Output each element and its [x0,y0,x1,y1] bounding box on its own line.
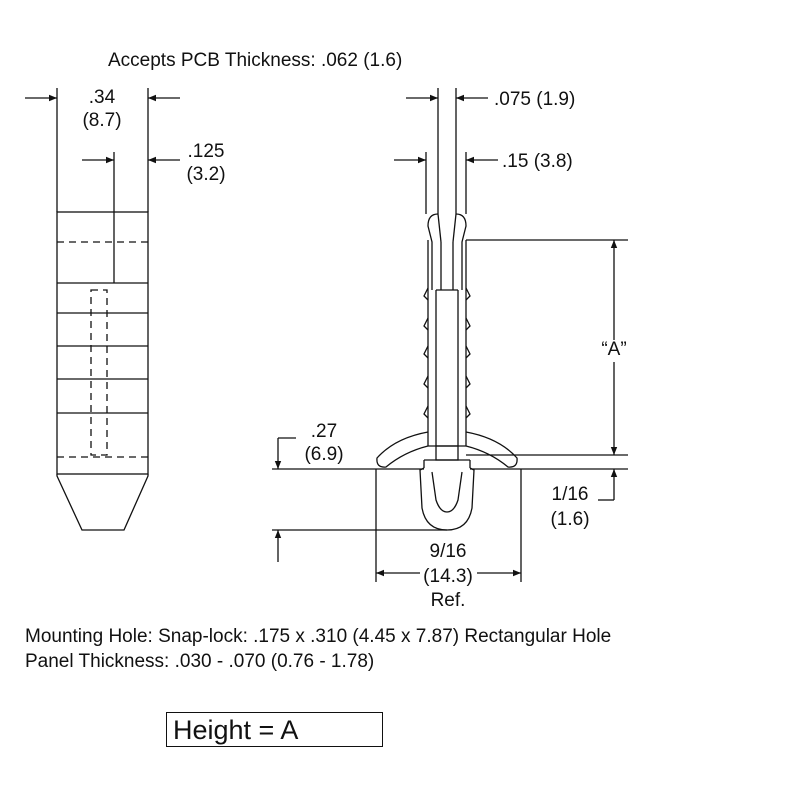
height-legend-label: Height = A [173,715,299,745]
step-inch-label: 1/16 [551,484,589,505]
slot-mm-label: (3.2) [186,164,226,185]
tip-gap-label: .075 (1.9) [494,89,576,110]
span-inch-label: 9/16 [429,541,467,562]
span-ref-label: Ref. [430,590,466,611]
dimension-a-label: “A” [601,339,627,360]
height-legend-box [166,712,383,747]
panel-thickness-note: Panel Thickness: .030 - .070 (0.76 - 1.78) [25,651,375,672]
flange-mm-label: (6.9) [304,444,344,465]
width-mm-label: (8.7) [82,110,122,131]
span-mm-label: (14.3) [423,566,473,587]
width-inch-label: .34 [88,87,116,108]
slot-inch-label: .125 [187,141,225,162]
step-mm-label: (1.6) [550,509,590,530]
post-width-label: .15 (3.8) [502,151,573,172]
side-view [272,88,628,582]
pcb-thickness-label: Accepts PCB Thickness: .062 (1.6) [108,50,403,71]
front-view [25,88,180,530]
flange-inch-label: .27 [310,421,338,442]
mounting-hole-note: Mounting Hole: Snap-lock: .175 x .310 (4.45 x 7.87) Rectangular Hole [25,626,612,647]
